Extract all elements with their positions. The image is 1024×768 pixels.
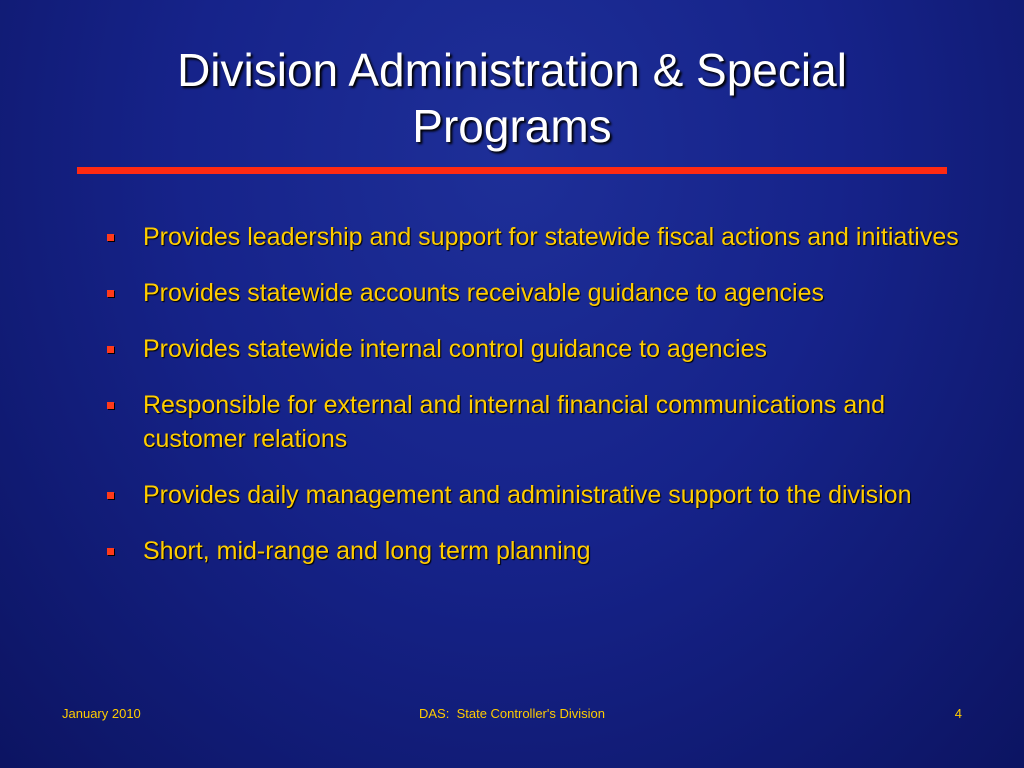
title-divider: [77, 167, 947, 174]
bullet-item: [102, 276, 962, 310]
bullet-text: Responsible for external and internal financial communications and customer relations: [143, 391, 886, 453]
bullet-item: [102, 388, 962, 456]
bullet-text: Short, mid-range and long term planning: [143, 537, 591, 565]
slide-title-line-2: Programs: [412, 100, 612, 152]
square-bullet-icon: [107, 402, 114, 409]
slide-title-line-1: Division Administration & Special: [177, 44, 847, 96]
bullet-item: [102, 332, 962, 366]
bullet-item: [102, 220, 962, 254]
bullet-text: Provides daily management and administrative support to the division: [143, 481, 912, 509]
square-bullet-icon: [107, 290, 114, 297]
bullet-text: Provides statewide internal control guidance to agencies: [143, 335, 767, 363]
bullet-item: [102, 478, 962, 512]
square-bullet-icon: [107, 548, 114, 555]
square-bullet-icon: [107, 234, 114, 241]
square-bullet-icon: [107, 492, 114, 499]
bullet-list: [102, 220, 962, 590]
page-number: 4: [954, 706, 962, 721]
bullet-item: [102, 534, 962, 568]
footer-date: January 2010: [62, 706, 141, 721]
bullet-text: Provides statewide accounts receivable guidance to agencies: [143, 279, 824, 307]
bullet-text: Provides leadership and support for statewide fiscal actions and initiatives: [143, 223, 959, 251]
slide-title: [60, 42, 964, 154]
square-bullet-icon: [107, 346, 114, 353]
footer-title: DAS: State Controller's Division: [419, 706, 605, 721]
